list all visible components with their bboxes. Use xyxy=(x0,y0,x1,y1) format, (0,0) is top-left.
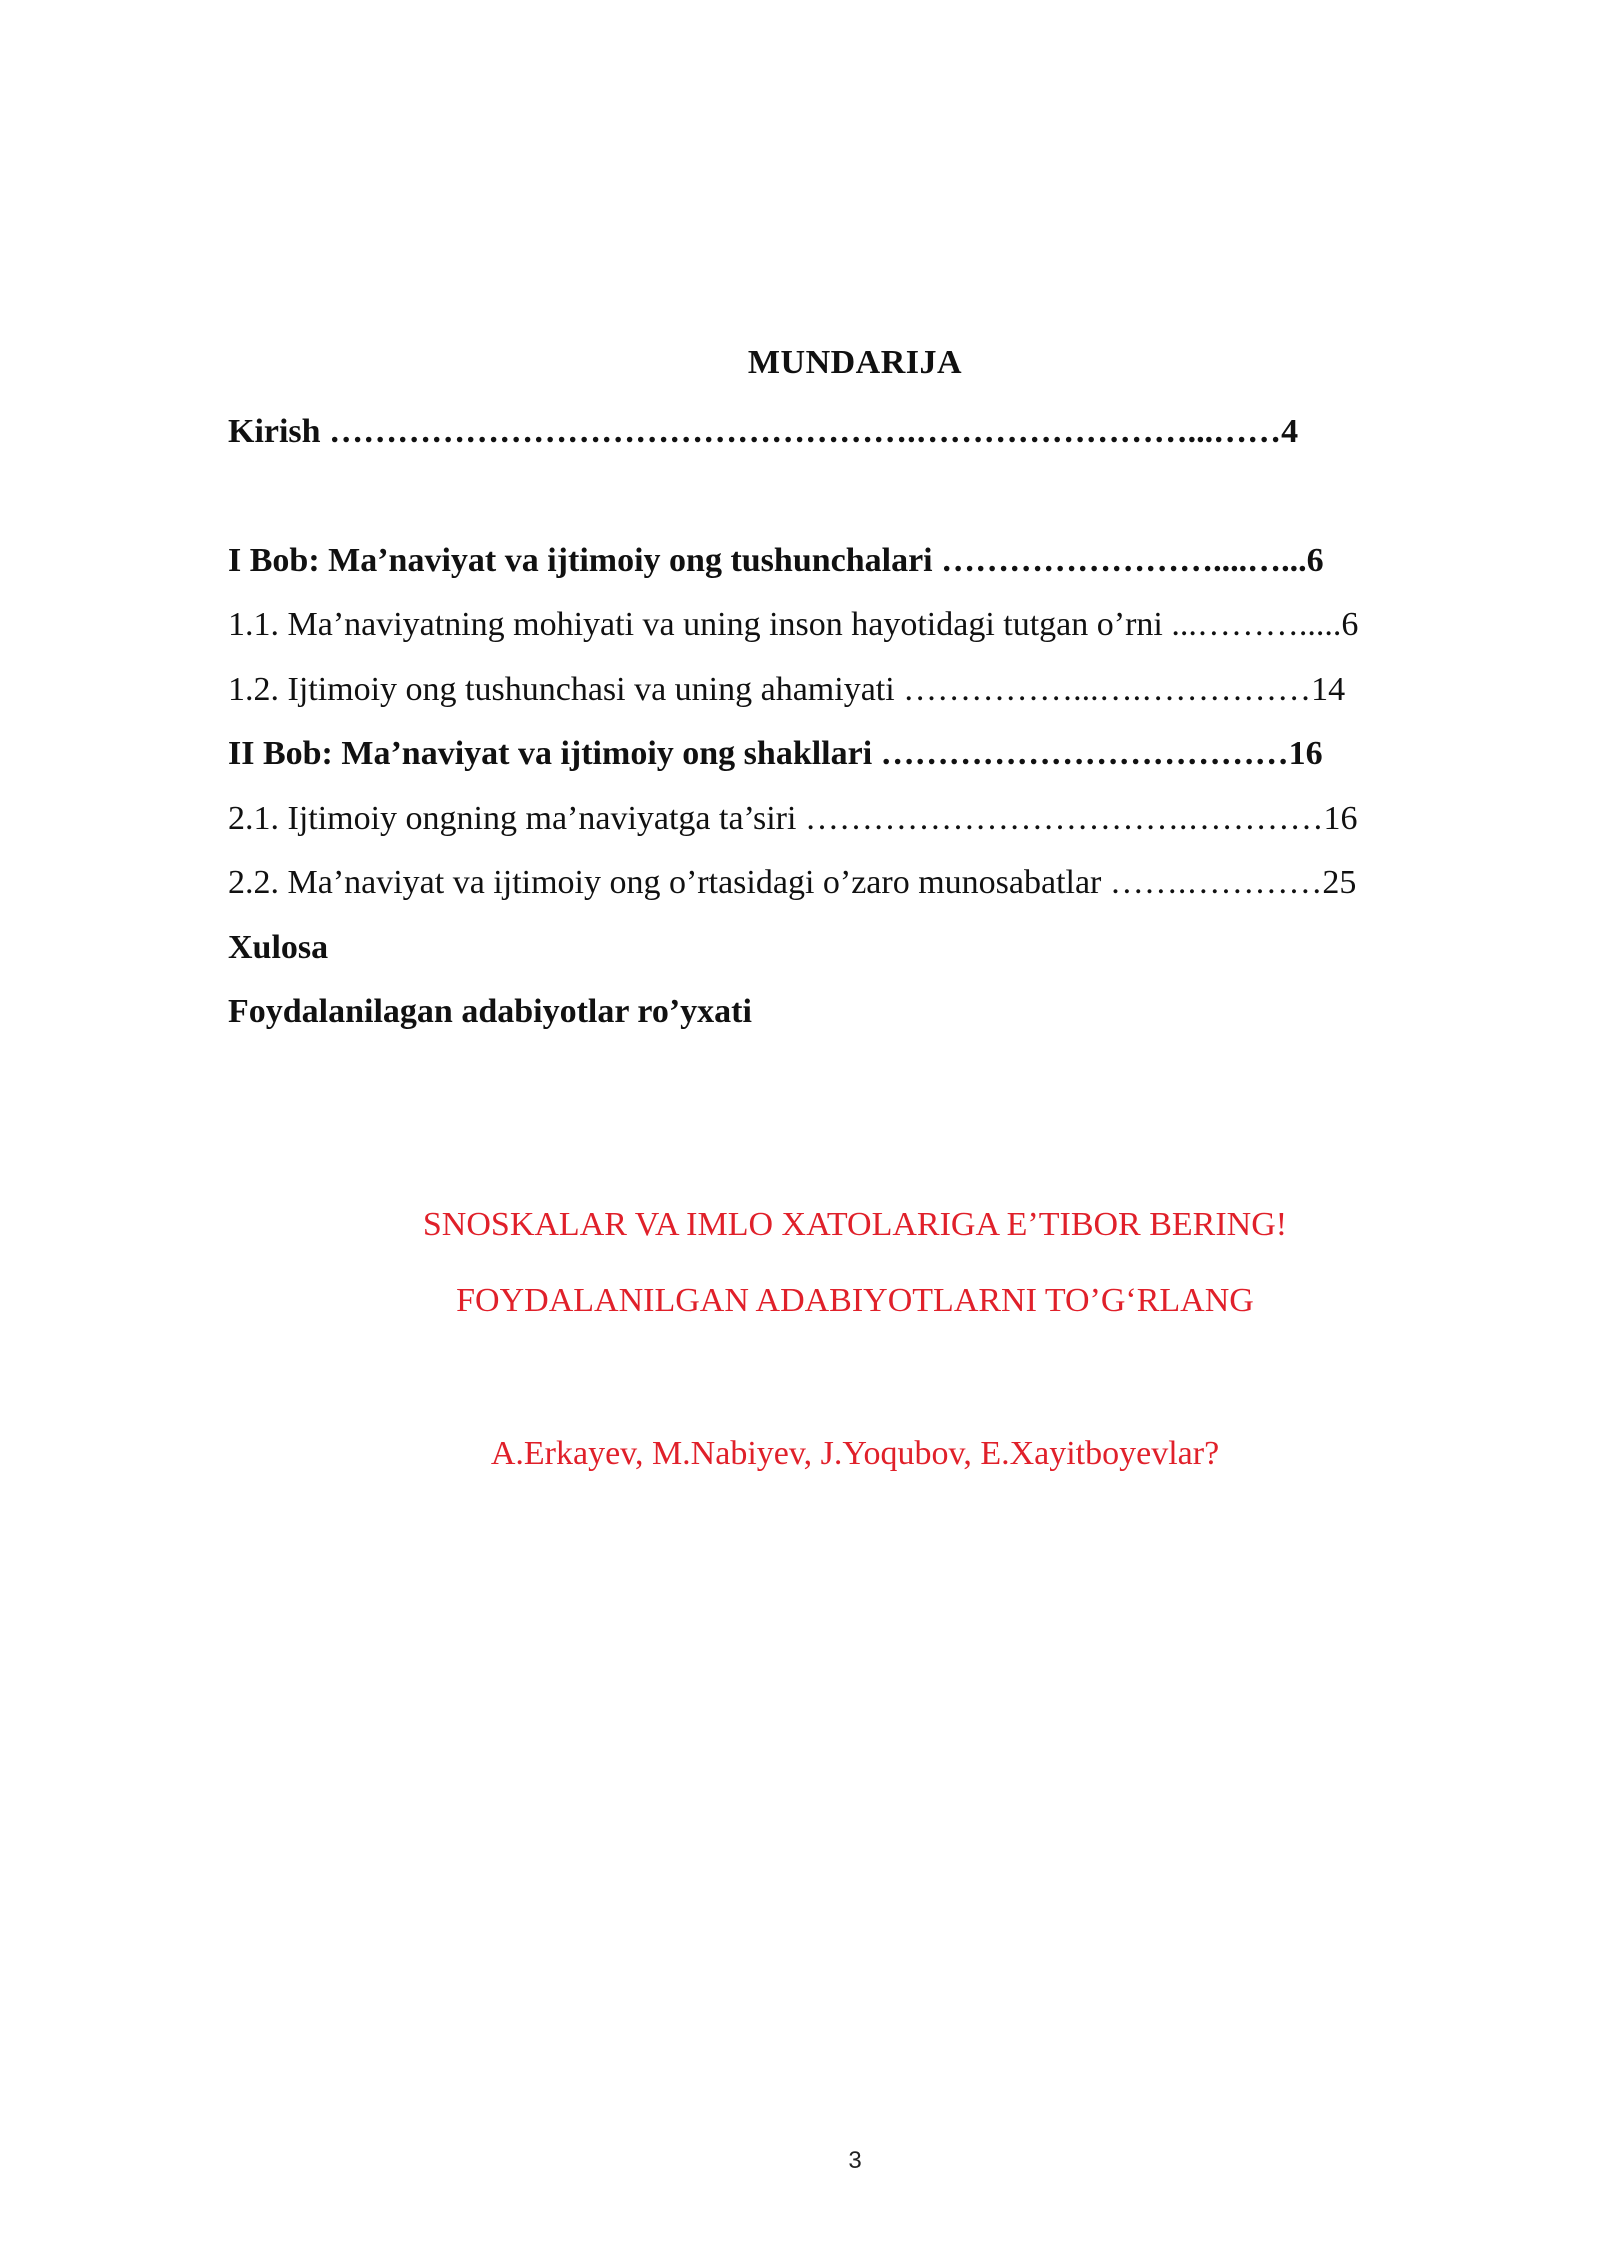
toc-entry-section-1-2: 1.2. Ijtimoiy ong tushunchasi va uning ahamiyati ……………...….……………14 xyxy=(228,671,1346,708)
toc-entry-section-2-2: 2.2. Ma’naviyat va ijtimoiy ong o’rtasidagi o’zaro munosabatlar …….…………25 xyxy=(228,864,1357,901)
toc-entry-chapter-2: II Bob: Ma’naviyat va ijtimoiy ong shakllari ………………………………16 xyxy=(228,735,1323,772)
toc-entry-references: Foydalanilagan adabiyotlar ro’yxati xyxy=(228,993,752,1030)
notice-footnotes-spelling: SNOSKALAR VA IMLO XATOLARIGA E’TIBOR BERING! xyxy=(422,1206,1288,1243)
notice-fix-references: FOYDALANILGAN ADABIYOTLARNI TO’G‘RLANG xyxy=(456,1282,1254,1319)
toc-entry-section-1-1: 1.1. Ma’naviyatning mohiyati va uning inson hayotidagi tutgan o’rni ...……….....6 xyxy=(228,606,1359,643)
page-number: 3 xyxy=(848,2147,862,2174)
toc-entry-conclusion: Xulosa xyxy=(228,929,329,966)
page-title: MUNDARIJA xyxy=(747,344,963,381)
toc-entry-chapter-1: I Bob: Ma’naviyat va ijtimoiy ong tushunchalari ……………………....…...6 xyxy=(228,542,1324,579)
toc-entry-section-2-1: 2.1. Ijtimoiy ongning ma’naviyatga ta’siri …………………………….…………16 xyxy=(228,800,1358,837)
toc-entry-kirish: Kirish …………………………………………….……………………...……4 xyxy=(228,413,1299,450)
notice-authors-question: A.Erkayev, M.Nabiyev, J.Yoqubov, E.Xayitboyevlar? xyxy=(490,1435,1220,1472)
